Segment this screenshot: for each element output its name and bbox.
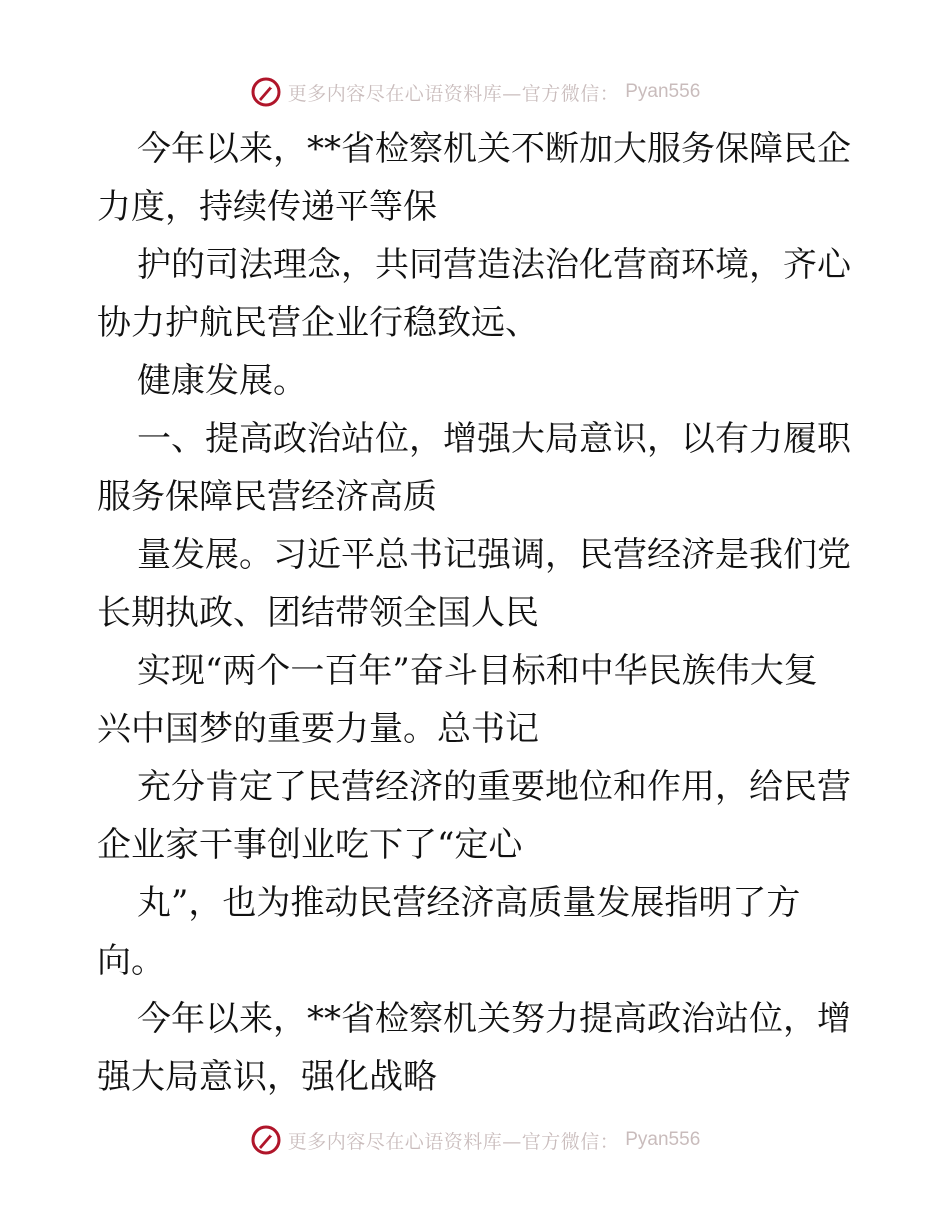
banner-text: 更多内容尽在心语资料库—官方微信：: [287, 82, 620, 105]
footer-watermark-banner: [0, 1120, 950, 1160]
text-line: 今年以来，**省检察机关不断加大服务保障民企: [137, 129, 851, 169]
text-line: 协力护航民营企业行稳致远、: [97, 303, 539, 343]
text-line: 丸”，也为推动民营经济高质量发展指明了方: [137, 883, 801, 923]
text-line: 长期执政、团结带领全国人民: [97, 593, 539, 633]
text-line: 一、提高政治站位，增强大局意识，以有力履职: [137, 419, 851, 459]
text-line: 力度，持续传递平等保: [97, 187, 437, 227]
text-line: 向。: [97, 941, 165, 981]
text-line: 强大局意识，强化战略: [97, 1057, 437, 1097]
text-line: 量发展。习近平总书记强调，民营经济是我们党: [137, 535, 851, 575]
banner-handle: Pyan556: [625, 81, 701, 102]
text-line: 今年以来，**省检察机关努力提高政治站位，增: [137, 999, 851, 1039]
text-line: 实现“两个一百年”奋斗目标和中华民族伟大复: [137, 651, 818, 691]
text-line: 护的司法理念，共同营造法治化营商环境，齐心: [137, 245, 851, 285]
banner-text: 更多内容尽在心语资料库—官方微信：: [287, 1130, 620, 1153]
banner-handle: Pyan556: [625, 1129, 701, 1150]
document-body: [97, 120, 857, 1106]
text-line: 充分肯定了民营经济的重要地位和作用，给民营: [137, 767, 851, 807]
header-watermark-banner: [0, 72, 950, 112]
text-line: 健康发展。: [137, 361, 307, 401]
quill-logo-icon: [250, 1124, 282, 1156]
text-line: 服务保障民营经济高质: [97, 477, 437, 517]
text-line: 企业家干事创业吃下了“定心: [97, 825, 523, 865]
text-line: 兴中国梦的重要力量。总书记: [97, 709, 539, 749]
quill-logo-icon: [250, 76, 282, 108]
